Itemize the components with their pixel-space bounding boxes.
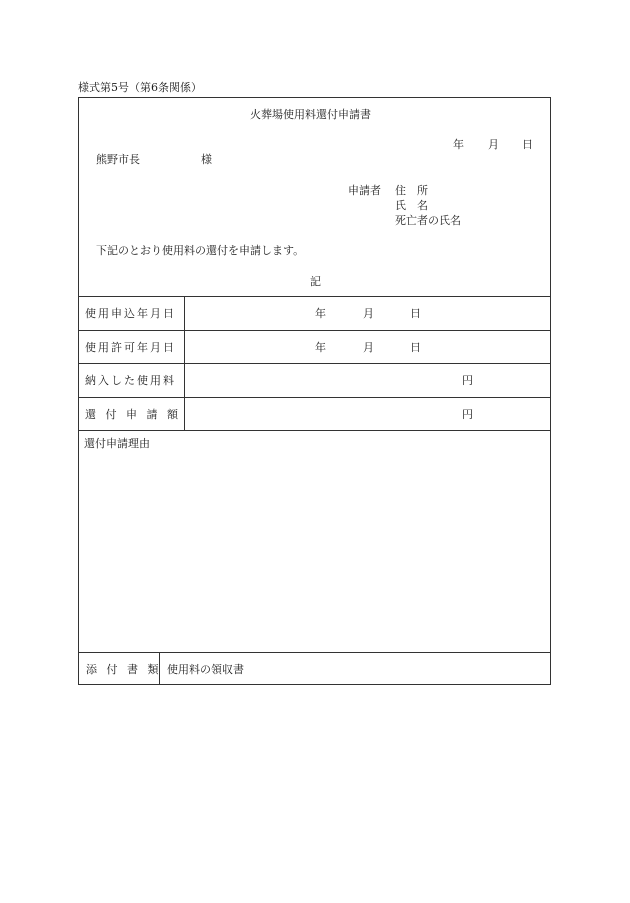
application-date-day: 日 [410,307,421,320]
applicant-name-label: 氏 名 [395,199,428,212]
refund-amount-yen: 円 [462,408,473,421]
row-divider [78,296,551,297]
ki-mark: 記 [310,275,321,288]
permit-date-label: 使用許可年月日 [85,341,176,354]
permit-date-year: 年 [315,341,326,354]
date-day-label: 日 [522,138,533,151]
application-statement: 下記のとおり使用料の還付を申請します。 [96,244,305,257]
addressee-honorific: 様 [201,153,212,166]
application-date-label: 使用申込年月日 [85,307,176,320]
applicant-label: 申請者 [348,184,381,197]
refund-amount-label: 還 付 申 請 額 [85,408,181,421]
row-divider [78,363,551,364]
row-divider [78,652,551,653]
row-divider [78,330,551,331]
date-year-label: 年 [453,138,464,151]
refund-reason-label: 還付申請理由 [84,437,150,450]
applicant-address-label: 住 所 [395,184,428,197]
row-divider [78,430,551,431]
attachments-value: 使用料の領収書 [167,663,244,676]
application-form [78,97,551,685]
form-title: 火葬場使用料還付申請書 [250,108,371,121]
application-date-year: 年 [315,307,326,320]
attachments-label: 添 付 書 類 [86,663,162,676]
column-divider [184,296,185,430]
row-divider [78,397,551,398]
permit-date-month: 月 [363,341,374,354]
deceased-name-label: 死亡者の氏名 [395,214,461,227]
addressee-name: 熊野市長 [96,153,140,166]
paid-fee-yen: 円 [462,374,473,387]
application-date-month: 月 [363,307,374,320]
form-number: 様式第5号（第6条関係） [78,81,202,94]
date-month-label: 月 [488,138,499,151]
permit-date-day: 日 [410,341,421,354]
paid-fee-label: 納入した使用料 [85,374,176,387]
